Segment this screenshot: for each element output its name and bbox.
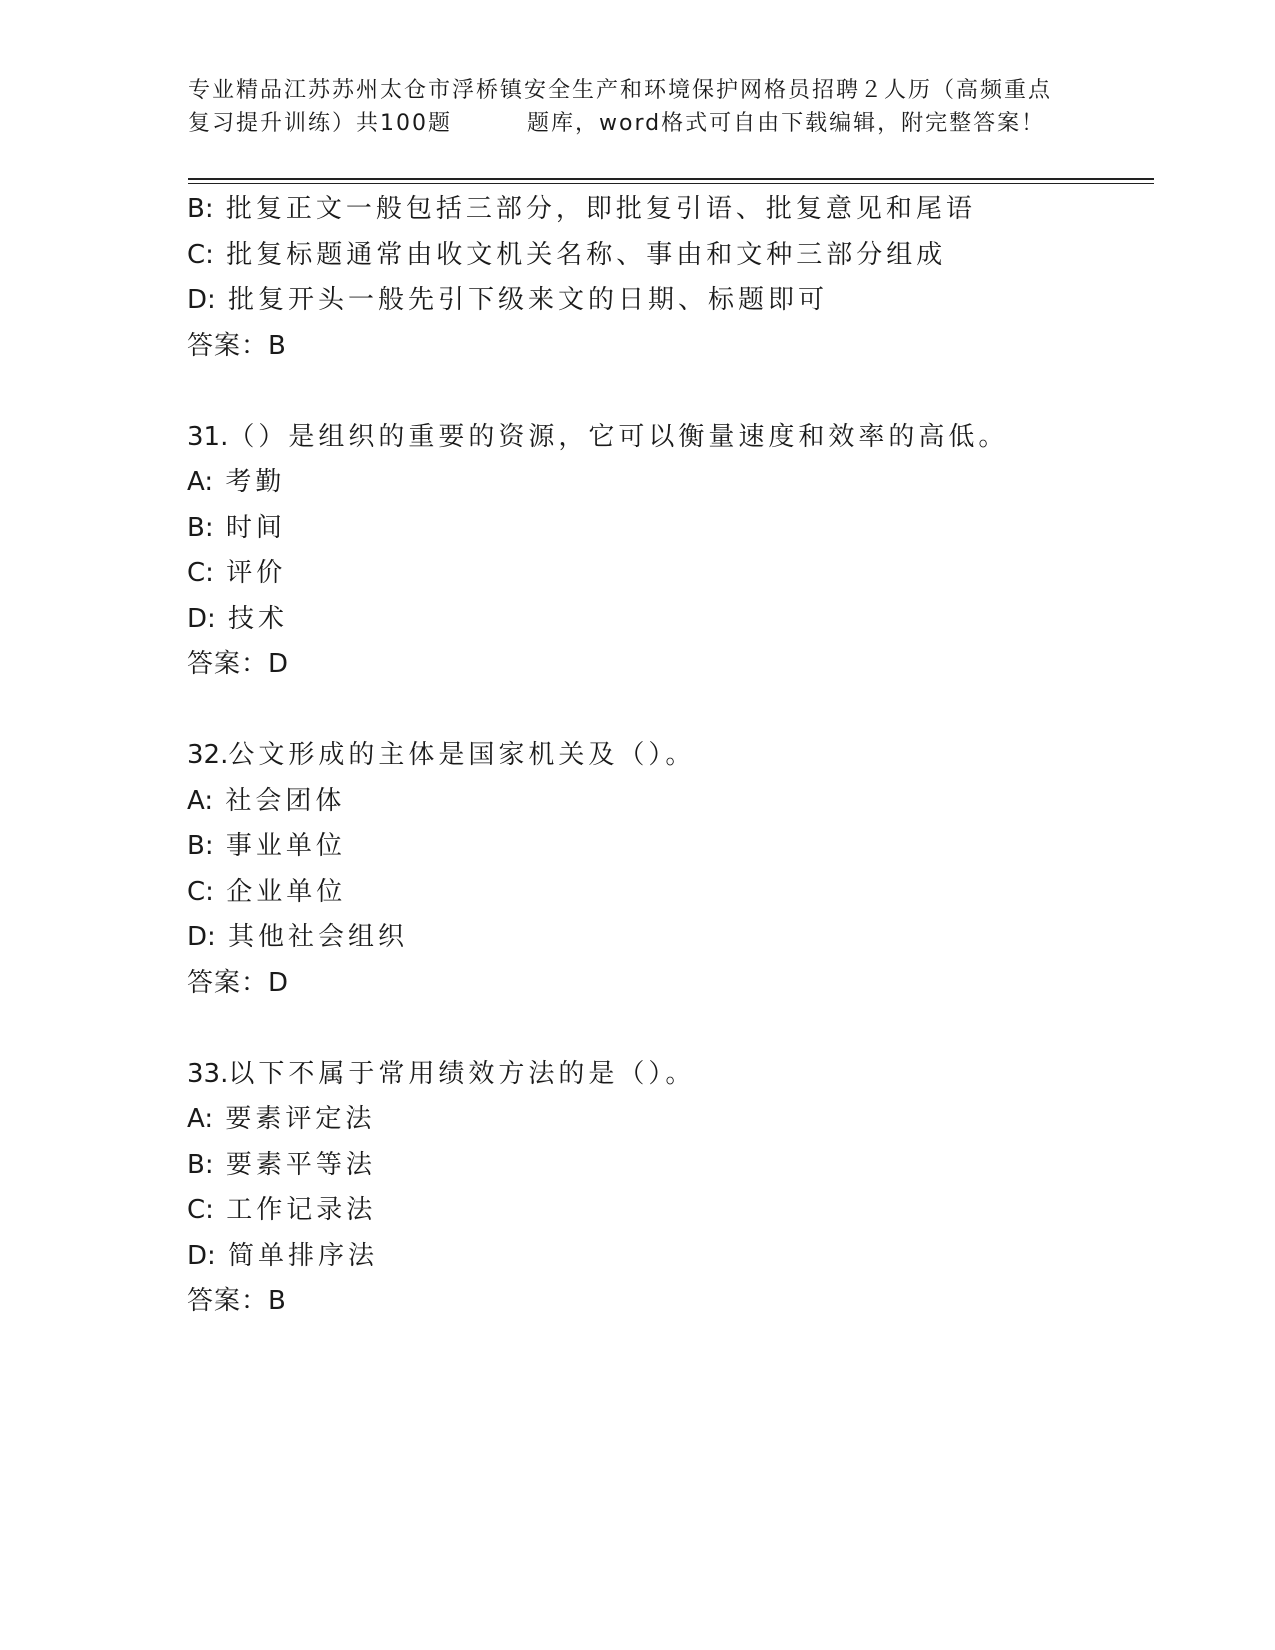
option-b	[187, 824, 1147, 870]
option-text: 要素平等法	[225, 1149, 376, 1180]
title-line-2-part-b: 题库，word格式可自由下载编辑，附完整答案！	[527, 111, 1046, 136]
option-prefix: D:	[187, 1240, 216, 1271]
option-d	[187, 597, 1147, 643]
question-list	[187, 187, 1147, 1325]
answer-line: 答案：D	[187, 649, 290, 679]
option-d	[187, 1234, 1147, 1280]
option-prefix: C:	[187, 876, 214, 907]
option-text: 企业单位	[226, 876, 347, 907]
option-prefix: B:	[187, 512, 214, 543]
title-line-1: 专业精品江苏苏州太仓市浮桥镇安全生产和环境保护网格员招聘２人历（高频重点	[188, 78, 1053, 103]
option-prefix: A:	[187, 467, 214, 497]
option-b	[187, 506, 1147, 552]
option-prefix: B:	[187, 1149, 214, 1180]
option-text: 其他社会组织	[228, 922, 409, 952]
option-b	[187, 187, 1147, 233]
question-stem	[187, 415, 1147, 461]
option-c	[187, 551, 1147, 597]
option-text: 批复开头一般先引下级来文的日期、标题即可	[228, 285, 829, 315]
option-a	[187, 460, 1147, 506]
option-prefix: C:	[187, 1195, 214, 1225]
question-text: 公文形成的主体是国家机关及（）。	[228, 740, 696, 770]
option-d	[187, 278, 1147, 324]
option-prefix: C:	[187, 558, 214, 588]
option-a	[187, 779, 1147, 825]
option-text: 考勤	[225, 467, 286, 497]
option-c	[187, 233, 1147, 279]
option-c	[187, 1188, 1147, 1234]
question-stem	[187, 1052, 1147, 1098]
question-stem	[187, 733, 1147, 779]
option-prefix: D:	[187, 922, 216, 952]
option-prefix: D:	[187, 285, 216, 315]
option-text: 批复标题通常由收文机关名称、事由和文种三部分组成	[226, 239, 947, 270]
question-block-prev	[187, 187, 1147, 369]
question-number: 33.	[187, 1058, 229, 1089]
option-prefix: A:	[187, 785, 214, 816]
question-text: （）是组织的重要的资源，它可以衡量速度和效率的高低。	[228, 421, 1009, 452]
question-block-32	[187, 733, 1147, 1006]
option-text: 工作记录法	[226, 1195, 377, 1225]
option-prefix: B:	[187, 194, 214, 224]
title-line-2	[188, 107, 1108, 140]
answer-line: 答案：B	[187, 1286, 287, 1316]
document-title	[188, 74, 1108, 140]
option-text: 技术	[228, 603, 289, 634]
option-c	[187, 870, 1147, 916]
answer-line: 答案：B	[187, 330, 287, 361]
option-prefix: D:	[187, 603, 216, 634]
option-a	[187, 1097, 1147, 1143]
answer-line: 答案：D	[187, 967, 290, 998]
question-text: 以下不属于常用绩效方法的是（）。	[228, 1058, 696, 1089]
header-divider-thick	[188, 178, 1154, 180]
option-d	[187, 915, 1147, 961]
question-block-33	[187, 1052, 1147, 1325]
header-divider-thin	[188, 183, 1154, 184]
option-text: 评价	[226, 558, 287, 588]
option-text: 简单排序法	[228, 1240, 379, 1271]
option-text: 时间	[225, 512, 286, 543]
option-prefix: B:	[187, 831, 214, 861]
question-number: 32.	[187, 740, 229, 770]
option-text: 要素评定法	[225, 1104, 376, 1134]
title-line-2-part-a: 复习提升训练）共100题	[188, 111, 452, 136]
option-prefix: A:	[187, 1104, 214, 1134]
option-b	[187, 1143, 1147, 1189]
option-text: 社会团体	[225, 785, 346, 816]
option-text: 批复正文一般包括三部分，即批复引语、批复意见和尾语	[225, 194, 976, 224]
question-number: 31.	[187, 421, 229, 452]
option-prefix: C:	[187, 239, 214, 270]
option-text: 事业单位	[225, 831, 346, 861]
question-block-31	[187, 415, 1147, 688]
